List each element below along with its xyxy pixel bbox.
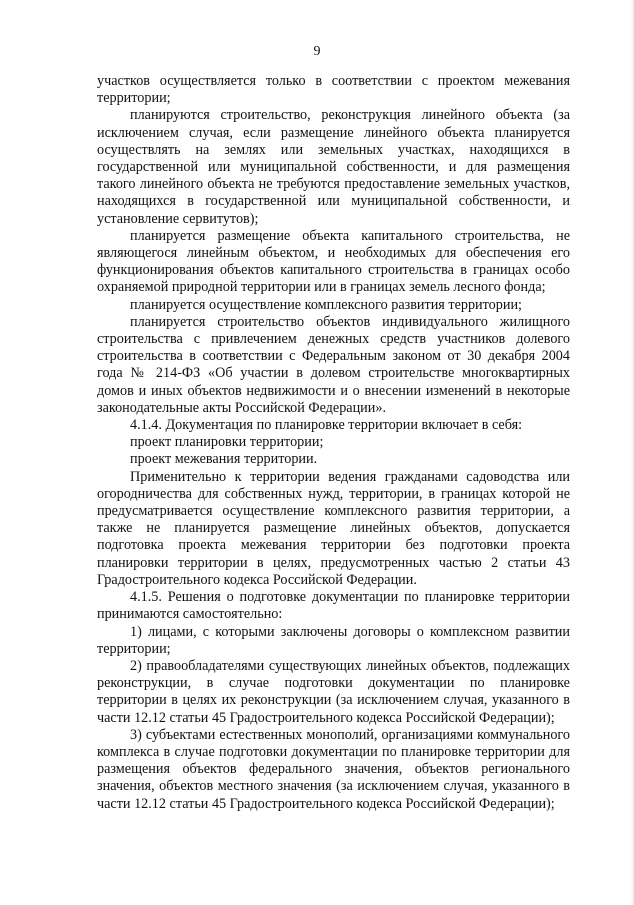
- paragraph-continuation: участков осуществляется только в соответствии с проектом межевания территории;: [97, 73, 570, 107]
- paragraph-complex-development: планируется осуществление комплексного развития территории;: [130, 296, 522, 313]
- paragraph-item-2: 2) правообладателями существующих линейных объектов, подлежащих реконструкции, в случае подготовки документации по планировке территории в целях их реконструкции (за исключением случая, указанного в части 12.12 статьи 45 Градостроительного кодекса Российской Федерации);: [97, 657, 570, 726]
- paragraph-section-4-1-5: 4.1.5. Решения о подготовке документации по планировке территории принимаются самостоятельно:: [97, 589, 570, 623]
- document-body: [97, 73, 570, 813]
- paragraph-item-1: 1) лицами, с которыми заключены договоры о комплексном развитии территории;: [97, 623, 570, 657]
- paragraph-section-4-1-4: 4.1.4. Документация по планировке территории включает в себя:: [130, 417, 523, 434]
- paragraph-capital-construction: планируется размещение объекта капитального строительства, не являющегося линейным объектом, и необходимых для обеспечения его функционирования объектов капитального строительства в границах особо охраняемой природной территории или в границах земель лесного фонда;: [97, 227, 570, 296]
- paragraph-planning-project: проект планировки территории;: [130, 434, 324, 451]
- page-number: 9: [313, 44, 321, 59]
- paragraph-surveying-project: проект межевания территории.: [130, 451, 318, 468]
- paragraph-gardening-territory: Применительно к территории ведения гражданами садоводства или огородничества для собственных нужд, территории, в границах которой не предусматривается осуществление комплексного развития территории, а также не планируется размещение линейных объектов, допускается подготовка проекта межевания территории без подготовки проекта планировки территории в целях, предусмотренных частью 2 статьи 43 Градостроительного кодекса Российской Федерации.: [97, 468, 570, 588]
- paragraph-linear-object: планируются строительство, реконструкция линейного объекта (за исключением случая, если размещение линейного объекта планируется осуществлять на землях или земельных участках, находящихся в государственной или муниципальной собственности, и для размещения такого линейного объекта не требуются предоставление земельных участков, находящихся в государственной или муниципальной собственности, и установление сервитутов);: [97, 107, 570, 227]
- paragraph-item-3: 3) субъектами естественных монополий, организациями коммунального комплекса в случае подготовки документации по планировке территории для размещения объектов федерального значения, объектов регионального значения, объектов местного значения (за исключением случая, указанного в части 12.12 статьи 45 Градостроительного кодекса Российской Федерации);: [97, 726, 570, 812]
- paragraph-individual-housing: планируется строительство объектов индивидуального жилищного строительства с привлечением денежных средств участников долевого строительства в соответствии с Федеральным законом от 30 декабря 2004 года № 214-ФЗ «Об участии в долевом строительстве многоквартирных домов и иных объектов недвижимости и о внесении изменений в некоторые законодательные акты Российской Федерации».: [97, 313, 570, 416]
